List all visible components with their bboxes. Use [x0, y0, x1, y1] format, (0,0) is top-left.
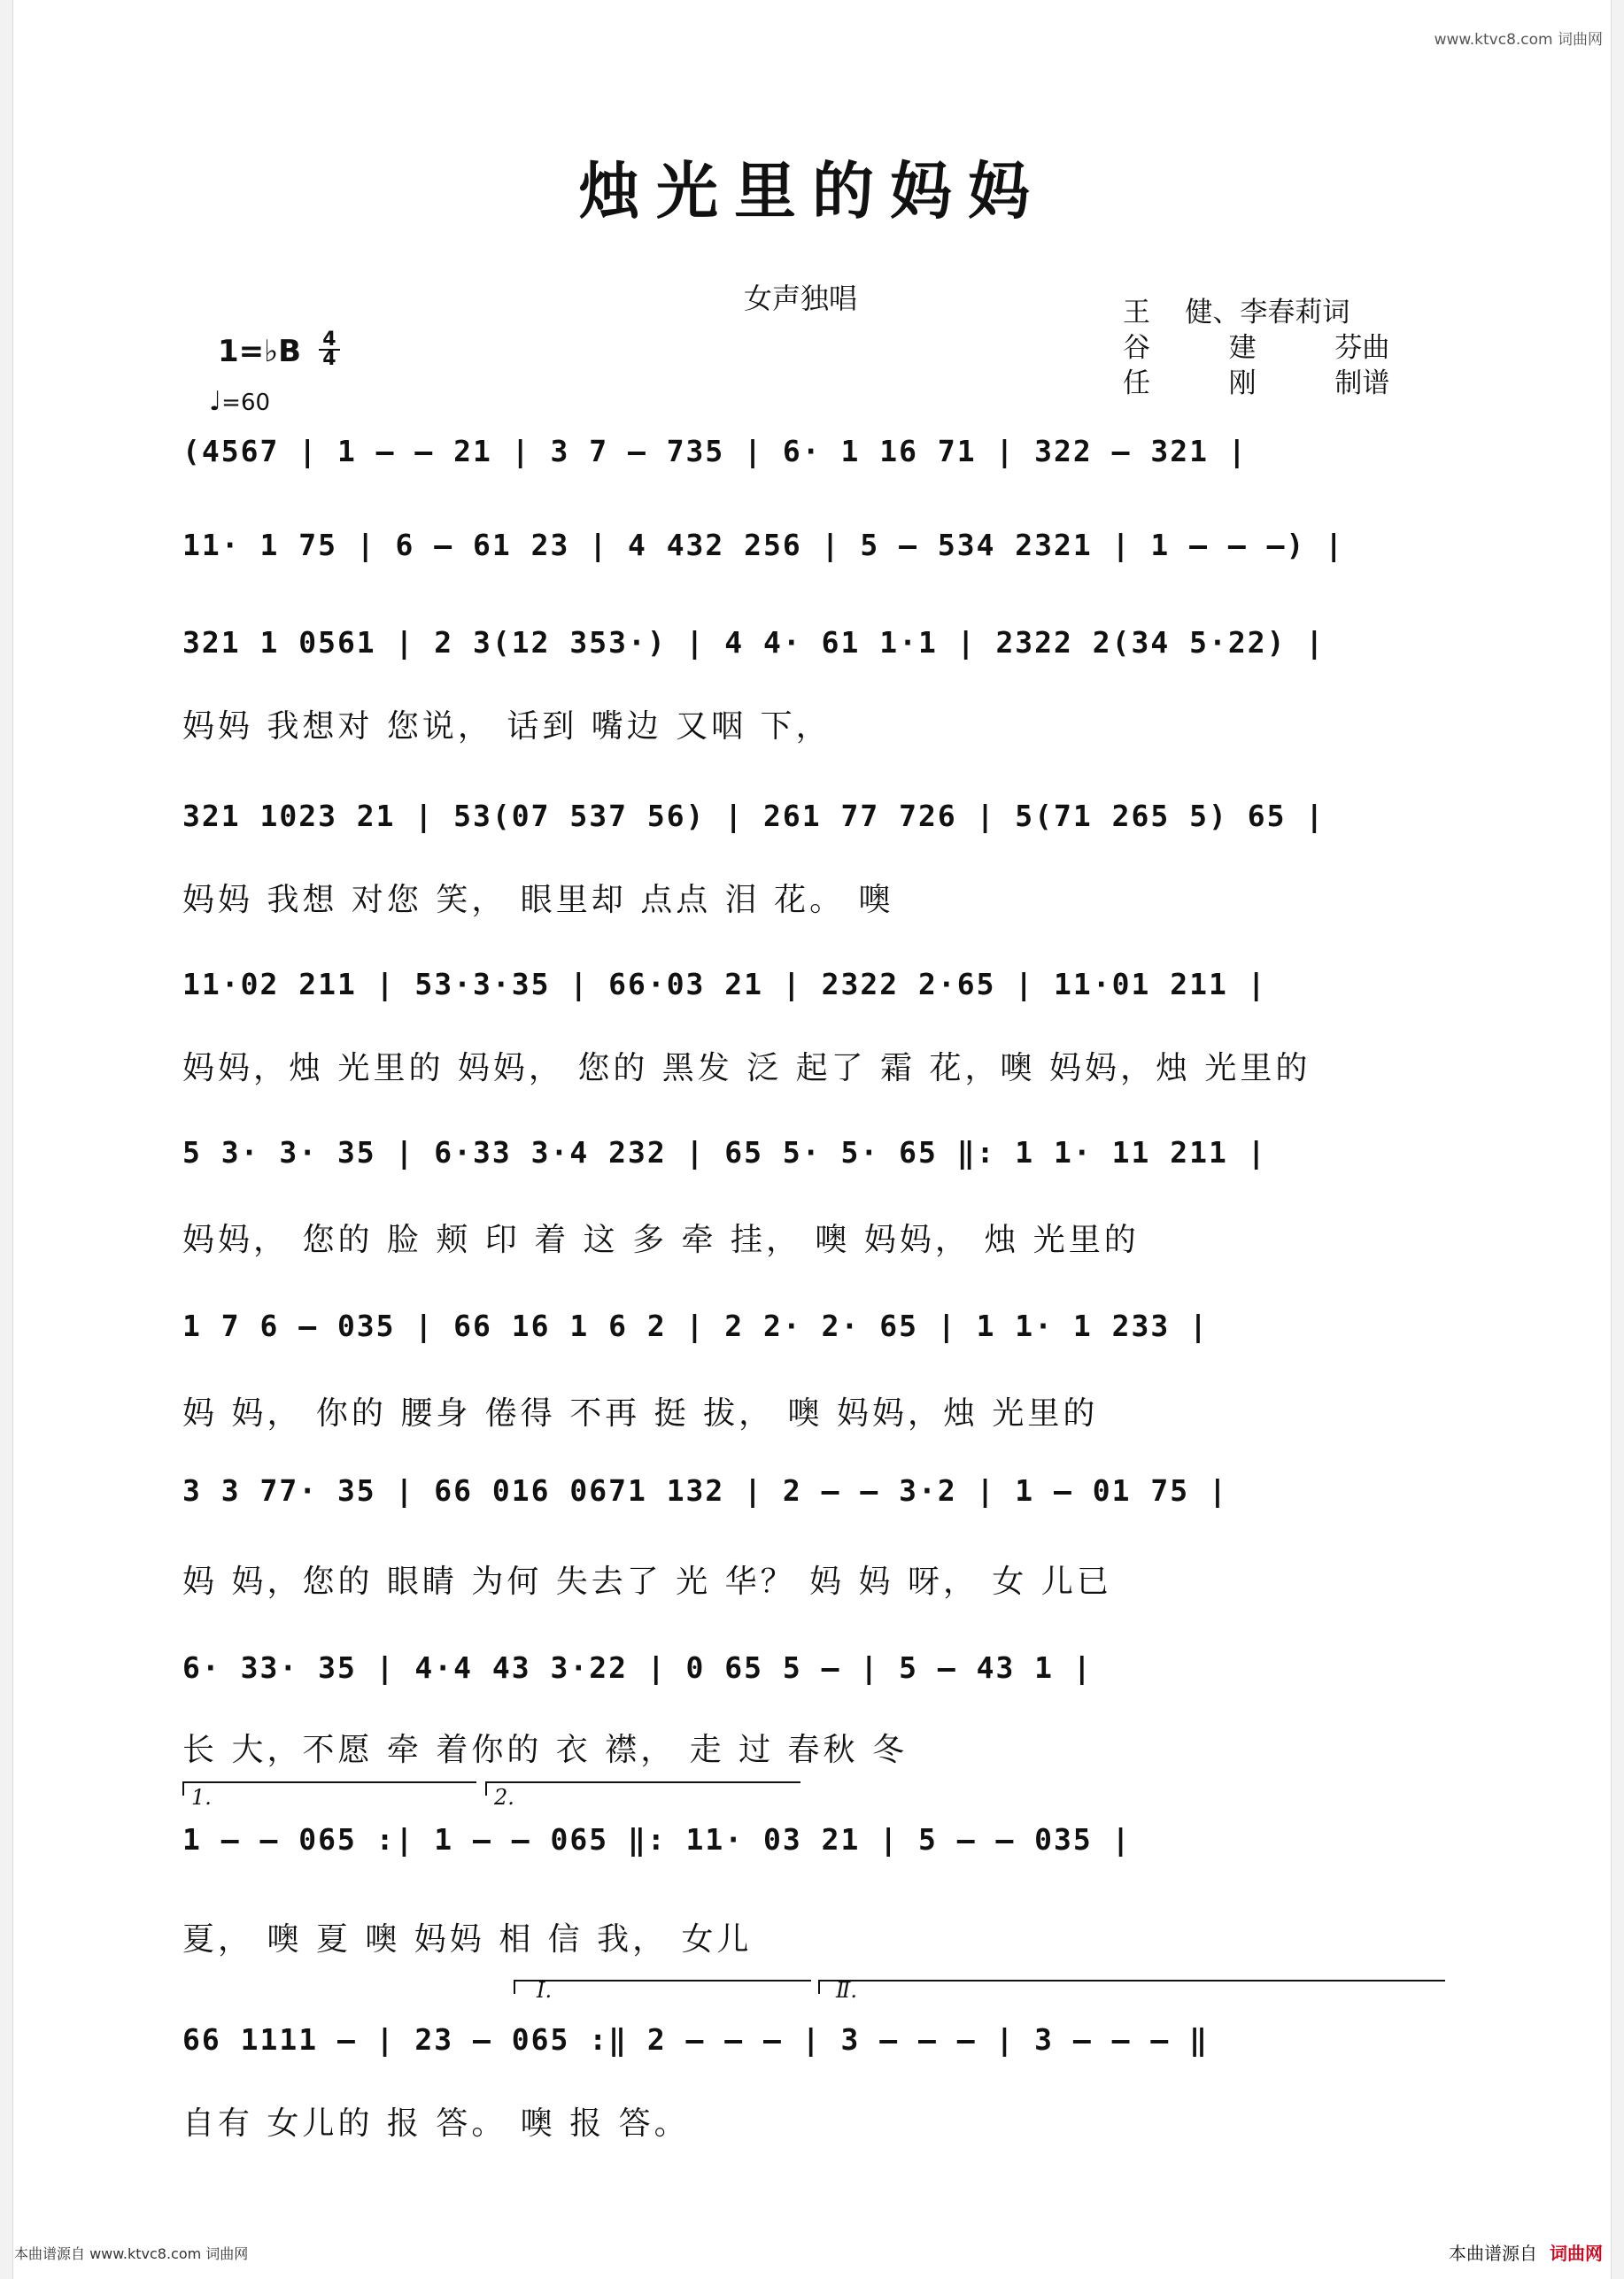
notation-row-9: 6· 33· 35 | 4·4 43 3·22 | 0 65 5 – | 5 – 43 1 |	[182, 1650, 1093, 1685]
lyric-row-10: 夏， 噢 夏 噢 妈妈 相 信 我， 女儿	[182, 1921, 753, 1958]
lyric-row-7: 妈 妈， 你的 腰身 倦得 不再 挺 拔， 噢 妈妈，烛 光里的	[182, 1395, 1099, 1432]
left-margin-strip	[0, 0, 13, 2279]
notation-row-3: 321 1 0561 | 2 3(12 353·) | 4 4· 61 1·1 | 2322 2(34 5·22) |	[182, 625, 1326, 660]
volta-bracket-2	[485, 1781, 800, 1796]
time-signature	[319, 328, 340, 370]
lyric-row-11: 自有 女儿的 报 答。 噢 报 答。	[182, 2105, 690, 2142]
notation-row-11: 66 1111 – | 23 – 065 :‖ 2 – – – | 3 – – – | 3 – – – ‖	[182, 2022, 1209, 2057]
notation-row-7: 1 7 6 – 035 | 66 16 1 6 2 | 2 2· 2· 65 | 1 1· 1 233 |	[182, 1309, 1209, 1343]
volta-label-I: Ⅰ.	[537, 1978, 553, 2003]
song-title: 烛光里的妈妈	[578, 154, 1046, 228]
volta-label-II: Ⅱ.	[836, 1978, 857, 2003]
tempo-value: =60	[221, 390, 271, 416]
lyric-row-4: 妈妈 我想 对您 笑， 眼里却 点点 泪 花。 噢	[182, 882, 894, 918]
volta-label-1: 1.	[191, 1785, 212, 1810]
volta-bracket-1	[182, 1781, 476, 1796]
footer-source-link[interactable]: 本曲谱源自 www.ktvc8.com 词曲网	[14, 2245, 249, 2262]
notation-row-5: 11·02 211 | 53·3·35 | 66·03 21 | 2322 2·65 | 11·01 211 |	[182, 967, 1267, 1001]
footer-brand	[1449, 2239, 1603, 2265]
key-label: 1=♭B	[218, 334, 302, 369]
subtitle: 女声独唱	[744, 282, 858, 315]
notation-row-10: 1 – – 065 :| 1 – – 065 ‖: 11· 03 21 | 5 – – 035 |	[182, 1822, 1132, 1857]
right-margin-strip	[1611, 0, 1624, 2279]
credit-arranger: 任 刚 制谱	[1123, 367, 1390, 399]
time-top: 4	[319, 331, 340, 351]
notation-row-8: 3 3 77· 35 | 66 016 0671 132 | 2 – – 3·2 | 1 – 01 75 |	[182, 1473, 1228, 1508]
time-bottom: 4	[322, 348, 336, 370]
lyric-row-3: 妈妈 我想对 您说， 话到 嘴边 又咽 下，	[182, 708, 831, 745]
volta-bracket-I	[514, 1980, 811, 1994]
quarter-note-icon: ♩	[209, 386, 222, 417]
notation-row-6: 5 3· 3· 35 | 6·33 3·4 232 | 65 5· 5· 65 ‖: 1 1· 11 211 |	[182, 1135, 1267, 1170]
tempo-marking	[209, 386, 270, 417]
notation-row-1: (4567 | 1 – – 21 | 3 7 – 735 | 6· 1 16 71 | 322 – 321 |	[182, 434, 1248, 468]
lyric-row-6: 妈妈， 您的 脸 颊 印 着 这 多 牵 挂， 噢 妈妈， 烛 光里的	[182, 1222, 1140, 1258]
lyric-row-5: 妈妈，烛 光里的 妈妈， 您的 黑发 泛 起了 霜 花，噢 妈妈，烛 光里的	[182, 1050, 1311, 1086]
lyric-row-9: 长 大，不愿 牵 着你的 衣 襟， 走 过 春秋 冬	[182, 1732, 908, 1768]
volta-label-2: 2.	[494, 1785, 514, 1810]
lyric-row-8: 妈 妈，您的 眼睛 为何 失去了 光 华？ 妈 妈 呀， 女 儿已	[182, 1564, 1112, 1600]
brand-logo[interactable]: 词曲网	[1550, 2243, 1603, 2264]
credit-lyricist: 王 健、李春莉词	[1123, 297, 1350, 328]
footer-source-text: 本曲谱源自	[1449, 2243, 1537, 2264]
key-signature	[218, 328, 340, 370]
site-header[interactable]: www.ktvc8.com 词曲网	[1434, 31, 1603, 49]
credit-composer: 谷 建 芬曲	[1123, 332, 1390, 364]
volta-bracket-II	[818, 1980, 1445, 1994]
credits	[1123, 295, 1389, 401]
notation-row-4: 321 1023 21 | 53(07 537 56) | 261 77 726 | 5(71 265 5) 65 |	[182, 799, 1326, 833]
notation-row-2: 11· 1 75 | 6 – 61 23 | 4 432 256 | 5 – 534 2321 | 1 – – –) |	[182, 528, 1345, 562]
